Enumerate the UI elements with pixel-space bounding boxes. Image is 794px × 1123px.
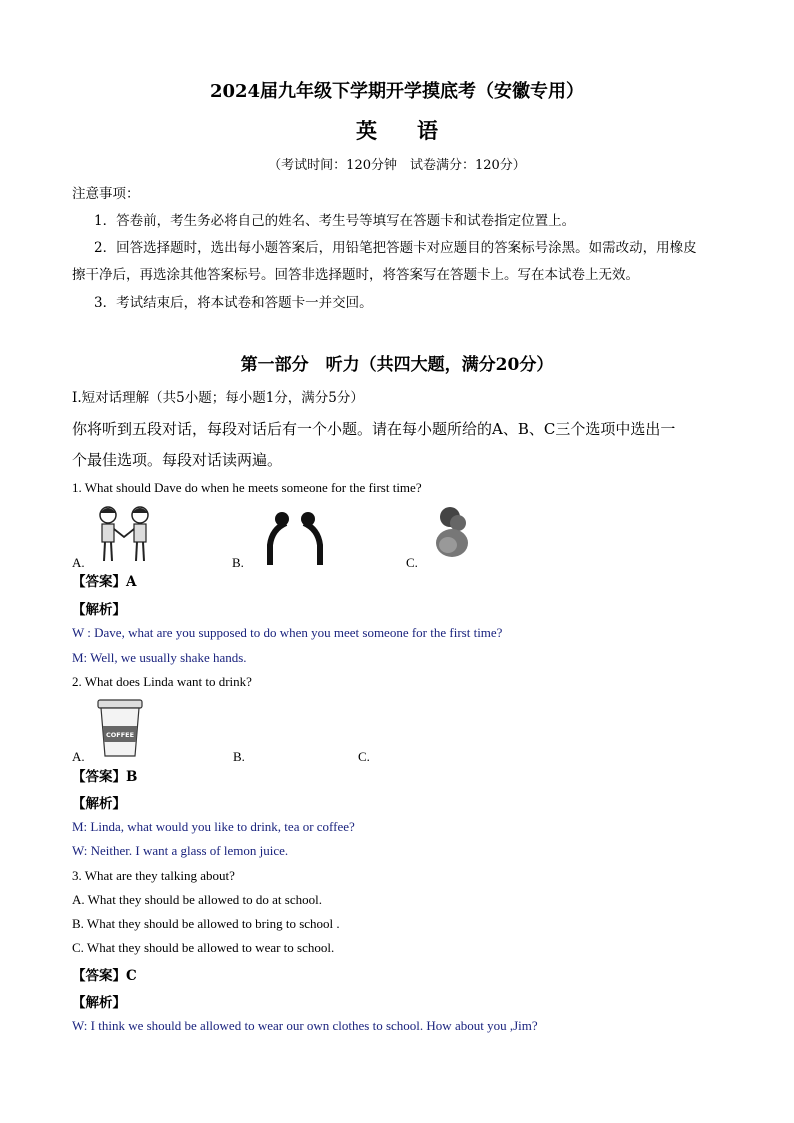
- note-item: 擦干净后，再选涂其他答案标号。回答非选择题时，将答案写在答题卡上。写在本试卷上无效。: [72, 267, 639, 283]
- option-b: B. What they should be allowed to bring to school .: [72, 916, 340, 931]
- dialogue-line: M: Well, we usually shake hands.: [72, 650, 247, 665]
- option-b: B.: [233, 749, 245, 764]
- option-a: A. What they should be allowed to do at school.: [72, 892, 322, 907]
- answer-3: 【答案】C: [72, 968, 137, 984]
- page-title: 2024届九年级下学期开学摸底考（安徽专用）: [209, 81, 585, 102]
- analysis-label-2: 【解析】: [72, 796, 126, 812]
- dialogue-line: W: I think we should be allowed to wear our own clothes to school. How about you ,Jim?: [72, 1018, 538, 1033]
- hugging-image: [428, 503, 478, 563]
- note-item: 3．考试结束后，将本试卷和答题卡一并交回。: [94, 295, 373, 311]
- question-2: 2. What does Linda want to drink?: [72, 674, 252, 689]
- instructions-line: 个最佳选项。每段对话读两遍。: [72, 451, 283, 469]
- note-item: 1．答卷前，考生务必将自己的姓名、考生号等填写在答题卡和试卷指定位置上。: [94, 213, 576, 229]
- dialogue-line: W : Dave, what are you supposed to do when you meet someone for the first time?: [72, 625, 503, 640]
- answer-2: 【答案】B: [72, 769, 138, 785]
- part-heading: Ⅰ.短对话理解（共5小题；每小题1分，满分5分）: [72, 390, 364, 406]
- note-item: 2．回答选择题时，选出每小题答案后，用铅笔把答题卡对应题目的答案标号涂黑。如需改动，用橡皮: [94, 240, 697, 256]
- section-title: 第一部分 听力（共四大题，满分20分）: [240, 355, 554, 375]
- exam-info: （考试时间：120分钟 试卷满分：120分）: [268, 158, 526, 173]
- answer-1: 【答案】A: [72, 574, 137, 590]
- shake-hands-image: [92, 503, 158, 563]
- dialogue-line: M: Linda, what would you like to drink, tea or coffee?: [72, 819, 355, 834]
- bowing-image: [262, 507, 328, 567]
- option-c: C. What they should be allowed to wear to school.: [72, 940, 335, 955]
- option-c: C.: [358, 749, 370, 764]
- subject-title: 英语: [356, 118, 478, 143]
- option-a: A.: [72, 749, 85, 764]
- coffee-cup-label: COFFEE: [105, 731, 135, 739]
- coffee-cup-image: [97, 698, 143, 758]
- question-1: 1. What should Dave do when he meets someone for the first time?: [72, 480, 422, 495]
- notes-heading: 注意事项：: [72, 186, 140, 202]
- option-b: B.: [232, 555, 244, 570]
- option-c: C.: [406, 555, 418, 570]
- question-3: 3. What are they talking about?: [72, 868, 235, 883]
- analysis-label-3: 【解析】: [72, 995, 126, 1011]
- instructions-line: 你将听到五段对话，每段对话后有一个小题。请在每小题所给的A、B、C三个选项中选出一: [72, 420, 676, 438]
- dialogue-line: W: Neither. I want a glass of lemon juice.: [72, 843, 289, 858]
- analysis-label-1: 【解析】: [72, 602, 126, 618]
- option-a: A.: [72, 555, 85, 570]
